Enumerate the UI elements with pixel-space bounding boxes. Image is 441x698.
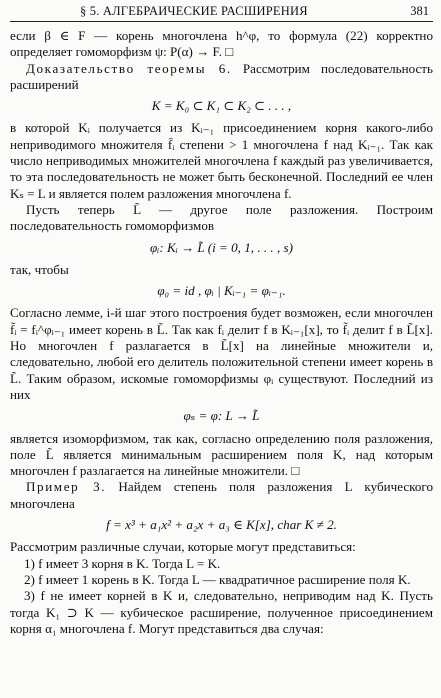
section-title: § 5. АЛГЕБРАИЧЕСКИЕ РАСШИРЕНИЯ (80, 4, 308, 18)
formula-homomorphisms: φᵢ: Kᵢ → L̃ (i = 0, 1, . . . , s) (150, 239, 293, 255)
example-heading: Пример 3. (26, 479, 107, 495)
paragraph-3: Пусть теперь L̃ — другое поле разложения. Построим последовательность гомоморфизмов (10, 201, 433, 234)
case-2: 2) f имеет 1 корень в K. Тогда L — квадратичное расширение поля K. (24, 571, 411, 587)
proof-heading: Доказательство теоремы 6. (26, 60, 232, 76)
proof-paragraph (10, 61, 433, 94)
page-body (10, 28, 433, 637)
paragraph-5: Согласно лемме, i-й шаг этого построения будет возможен, если многочлен f̃ᵢ = fᵢ^φᵢ₋₁ имеет корень в L̃. Так как fᵢ делит f в Kᵢ₋₁[x], то f̃ᵢ делит f в L̃[x]. Но многочлен f разлагается в L̃[x] на линейные множители и, следовательно, любой его делитель положительной степени имеет корень в L̃. Таким образом, искомые гомоморфизмы φᵢ существуют. Последний из них (10, 305, 433, 402)
case-3: 3) f не имеет корней в K и, следовательно, неприводим над K. Пусть тогда K₁ ⊃ K — кубическое расширение, полученное присоединением корня α₁ многочлена f. Могут представиться два случая: (10, 588, 433, 636)
proof-intro: Рассмотрим последовательность расширений (10, 60, 433, 92)
formula-isomorphism: φₛ = φ: L → L̃ (183, 408, 260, 424)
formula-cubic: f = x³ + a₁x² + a₂x + a₃ ∈ K[x], char K ≠ 2. (106, 517, 337, 533)
paragraph-1: если β ∈ F — корень многочлена h^φ, то формула (22) корректно определяет гомоморфизм ψ: P(α) → F. □ (10, 28, 433, 60)
example-intro: Найдем степень поля разложения L кубического многочлена (10, 479, 433, 511)
paragraph-7: Рассмотрим различные случаи, которые могут представиться: (10, 539, 356, 555)
example-paragraph (10, 479, 433, 512)
paragraph-4: так, чтобы (10, 261, 69, 277)
running-header (10, 4, 433, 22)
paragraph-6: является изоморфизмом, так как, согласно определению поля разложения, поле L̃ является минимальным расширением поля K, над которым многочлен f разлагается на линейные множители. □ (10, 430, 433, 479)
formula-conditions: φ₀ = id , φᵢ | Kᵢ₋₁ = φᵢ₋₁. (157, 283, 286, 299)
case-1: 1) f имеет 3 корня в K. Тогда L = K. (24, 555, 221, 571)
formula-extension-chain: K = K₀ ⊂ K₁ ⊂ K₂ ⊂ . . . , (151, 98, 292, 114)
paragraph-2: в которой Kᵢ получается из Kᵢ₋₁ присоединением корня какого-либо неприводимого множителя f̄ᵢ степени > 1 многочлена f над Kᵢ₋₁. Так как число неприводимых множителей многочлена f каждый раз увеличивается, то эта последовательность не может быть бесконечной. Последний ее член Kₛ = L и является полем разложения многочлена f. (10, 120, 433, 201)
page-number: 381 (410, 4, 429, 18)
